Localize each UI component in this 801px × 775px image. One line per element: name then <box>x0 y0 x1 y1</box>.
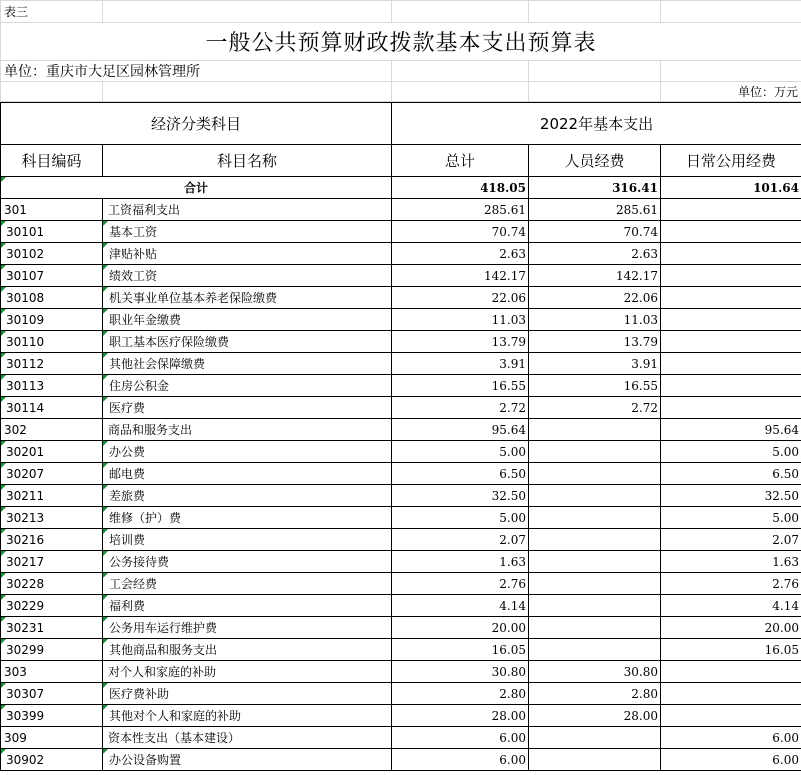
row-public: 95.64 <box>661 419 801 441</box>
table-row <box>1 617 801 639</box>
row-code: 30229 <box>1 595 103 617</box>
row-code: 30213 <box>1 507 103 529</box>
row-public: 2.07 <box>661 529 801 551</box>
row-code: 30110 <box>1 331 103 353</box>
row-total: 5.00 <box>392 507 529 529</box>
row-public: 5.00 <box>661 507 801 529</box>
row-personnel: 28.00 <box>529 705 661 727</box>
row-name: 资本性支出（基本建设） <box>103 727 392 749</box>
row-public <box>661 705 801 727</box>
row-code: 30201 <box>1 441 103 463</box>
row-name: 基本工资 <box>103 221 392 243</box>
row-name: 办公设备购置 <box>103 749 392 771</box>
row-name: 其他社会保障缴费 <box>103 353 392 375</box>
row-code: 30207 <box>1 463 103 485</box>
sheet-tag: 表三 <box>1 1 103 23</box>
row-code: 30231 <box>1 617 103 639</box>
row-personnel <box>529 507 661 529</box>
row-name: 医疗费补助 <box>103 683 392 705</box>
row-total: 70.74 <box>392 221 529 243</box>
row-total: 2.63 <box>392 243 529 265</box>
table-row <box>1 595 801 617</box>
row-public: 20.00 <box>661 617 801 639</box>
row-public <box>661 199 801 221</box>
row-public <box>661 331 801 353</box>
row-name: 住房公积金 <box>103 375 392 397</box>
table-row <box>1 331 801 353</box>
row-total: 13.79 <box>392 331 529 353</box>
row-public: 16.05 <box>661 639 801 661</box>
row-code: 30902 <box>1 749 103 771</box>
row-personnel: 22.06 <box>529 287 661 309</box>
row-code: 309 <box>1 727 103 749</box>
row-public <box>661 221 801 243</box>
header-econ-class: 经济分类科目 <box>1 103 392 145</box>
row-personnel <box>529 441 661 463</box>
row-personnel: 70.74 <box>529 221 661 243</box>
row-name: 职工基本医疗保险缴费 <box>103 331 392 353</box>
table-row <box>1 507 801 529</box>
row-public: 6.00 <box>661 727 801 749</box>
row-total: 28.00 <box>392 705 529 727</box>
row-name: 办公费 <box>103 441 392 463</box>
budget-table <box>0 102 801 771</box>
row-public: 2.76 <box>661 573 801 595</box>
row-total: 20.00 <box>392 617 529 639</box>
row-name: 公务用车运行维护费 <box>103 617 392 639</box>
row-total: 11.03 <box>392 309 529 331</box>
row-code: 30109 <box>1 309 103 331</box>
row-total: 2.72 <box>392 397 529 419</box>
row-public: 5.00 <box>661 441 801 463</box>
total-row <box>1 177 801 199</box>
row-public <box>661 309 801 331</box>
row-code: 30108 <box>1 287 103 309</box>
row-public <box>661 397 801 419</box>
row-public <box>661 353 801 375</box>
row-personnel: 13.79 <box>529 331 661 353</box>
table-row <box>1 265 801 287</box>
row-total: 2.80 <box>392 683 529 705</box>
row-total: 285.61 <box>392 199 529 221</box>
row-total: 16.05 <box>392 639 529 661</box>
row-name: 商品和服务支出 <box>103 419 392 441</box>
row-total: 95.64 <box>392 419 529 441</box>
table-row <box>1 639 801 661</box>
row-total: 32.50 <box>392 485 529 507</box>
total-label: 合计 <box>1 177 392 199</box>
row-code: 30114 <box>1 397 103 419</box>
row-code: 30102 <box>1 243 103 265</box>
header-code: 科目编码 <box>1 145 103 177</box>
row-public <box>661 661 801 683</box>
row-name: 差旅费 <box>103 485 392 507</box>
row-total: 5.00 <box>392 441 529 463</box>
row-personnel: 2.80 <box>529 683 661 705</box>
row-name: 对个人和家庭的补助 <box>103 661 392 683</box>
row-total: 1.63 <box>392 551 529 573</box>
row-public <box>661 265 801 287</box>
table-row <box>1 551 801 573</box>
header-total: 总计 <box>392 145 529 177</box>
table-row <box>1 287 801 309</box>
table-row <box>1 661 801 683</box>
table-row <box>1 243 801 265</box>
table-row <box>1 529 801 551</box>
row-personnel: 11.03 <box>529 309 661 331</box>
row-personnel <box>529 573 661 595</box>
row-total: 6.50 <box>392 463 529 485</box>
row-name: 其他商品和服务支出 <box>103 639 392 661</box>
row-personnel <box>529 617 661 639</box>
row-total: 4.14 <box>392 595 529 617</box>
table-row <box>1 485 801 507</box>
row-name: 工会经费 <box>103 573 392 595</box>
row-total: 3.91 <box>392 353 529 375</box>
row-name: 邮电费 <box>103 463 392 485</box>
row-code: 301 <box>1 199 103 221</box>
sheet-header-area <box>0 0 801 102</box>
row-public <box>661 287 801 309</box>
table-row <box>1 221 801 243</box>
row-code: 30107 <box>1 265 103 287</box>
table-row <box>1 463 801 485</box>
row-personnel <box>529 727 661 749</box>
row-code: 303 <box>1 661 103 683</box>
row-personnel: 142.17 <box>529 265 661 287</box>
table-row <box>1 705 801 727</box>
row-public: 6.50 <box>661 463 801 485</box>
row-personnel <box>529 639 661 661</box>
row-total: 142.17 <box>392 265 529 287</box>
total-public: 101.64 <box>661 177 801 199</box>
row-public: 1.63 <box>661 551 801 573</box>
row-name: 公务接待费 <box>103 551 392 573</box>
row-total: 22.06 <box>392 287 529 309</box>
row-personnel: 2.72 <box>529 397 661 419</box>
table-row <box>1 353 801 375</box>
row-personnel: 2.63 <box>529 243 661 265</box>
row-code: 30217 <box>1 551 103 573</box>
row-personnel <box>529 485 661 507</box>
table-row <box>1 441 801 463</box>
row-personnel <box>529 529 661 551</box>
row-code: 30307 <box>1 683 103 705</box>
row-name: 医疗费 <box>103 397 392 419</box>
table-row <box>1 375 801 397</box>
page-title: 一般公共预算财政拨款基本支出预算表 <box>1 23 801 61</box>
table-row <box>1 727 801 749</box>
row-name: 维修（护）费 <box>103 507 392 529</box>
unit-money: 单位：万元 <box>661 82 801 102</box>
row-code: 302 <box>1 419 103 441</box>
row-code: 30112 <box>1 353 103 375</box>
row-public <box>661 375 801 397</box>
row-name: 工资福利支出 <box>103 199 392 221</box>
row-personnel <box>529 749 661 771</box>
header-year-basic: 2022年基本支出 <box>392 103 801 145</box>
row-total: 30.80 <box>392 661 529 683</box>
header-name: 科目名称 <box>103 145 392 177</box>
row-name: 职业年金缴费 <box>103 309 392 331</box>
row-name: 津贴补贴 <box>103 243 392 265</box>
row-name: 福利费 <box>103 595 392 617</box>
total-sum: 418.05 <box>392 177 529 199</box>
row-personnel <box>529 419 661 441</box>
row-personnel: 30.80 <box>529 661 661 683</box>
row-total: 16.55 <box>392 375 529 397</box>
table-row <box>1 419 801 441</box>
row-public <box>661 683 801 705</box>
row-total: 6.00 <box>392 749 529 771</box>
row-name: 培训费 <box>103 529 392 551</box>
row-public: 32.50 <box>661 485 801 507</box>
unit-organization: 单位：重庆市大足区园林管理所 <box>1 61 392 82</box>
row-code: 30113 <box>1 375 103 397</box>
row-personnel <box>529 551 661 573</box>
row-personnel <box>529 463 661 485</box>
table-row <box>1 749 801 771</box>
row-name: 机关事业单位基本养老保险缴费 <box>103 287 392 309</box>
row-code: 30228 <box>1 573 103 595</box>
table-row <box>1 309 801 331</box>
table-row <box>1 199 801 221</box>
header-public: 日常公用经费 <box>661 145 801 177</box>
row-total: 2.07 <box>392 529 529 551</box>
row-personnel <box>529 595 661 617</box>
row-public: 6.00 <box>661 749 801 771</box>
row-code: 30399 <box>1 705 103 727</box>
row-code: 30216 <box>1 529 103 551</box>
row-code: 30101 <box>1 221 103 243</box>
row-personnel: 285.61 <box>529 199 661 221</box>
row-personnel: 16.55 <box>529 375 661 397</box>
row-total: 2.76 <box>392 573 529 595</box>
row-public: 4.14 <box>661 595 801 617</box>
row-name: 其他对个人和家庭的补助 <box>103 705 392 727</box>
table-row <box>1 573 801 595</box>
table-row <box>1 683 801 705</box>
row-public <box>661 243 801 265</box>
row-personnel: 3.91 <box>529 353 661 375</box>
total-personnel: 316.41 <box>529 177 661 199</box>
row-code: 30299 <box>1 639 103 661</box>
header-personnel: 人员经费 <box>529 145 661 177</box>
row-name: 绩效工资 <box>103 265 392 287</box>
row-total: 6.00 <box>392 727 529 749</box>
row-code: 30211 <box>1 485 103 507</box>
table-row <box>1 397 801 419</box>
